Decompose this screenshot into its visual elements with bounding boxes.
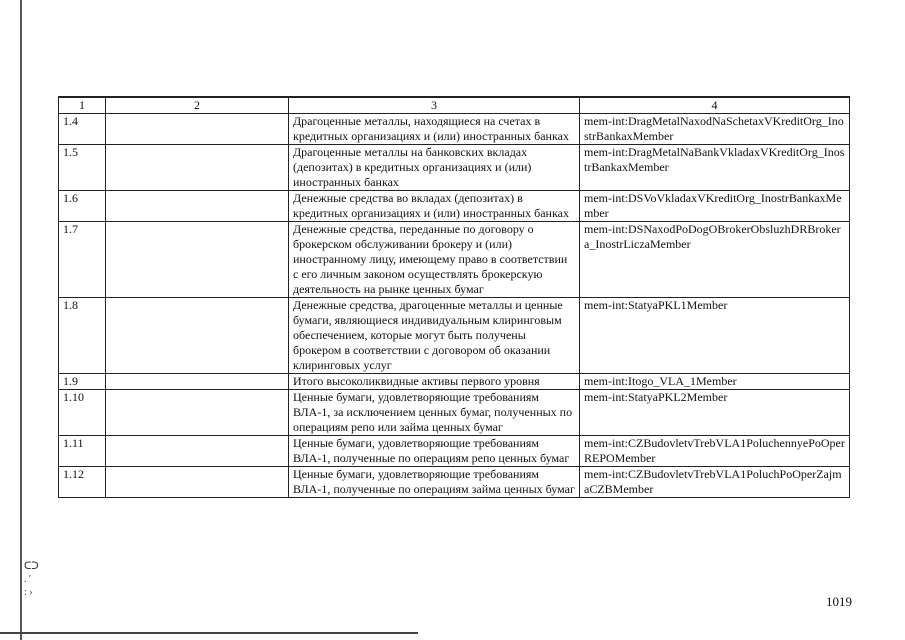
header-col-2: 2	[106, 97, 289, 114]
row-member: mem-int:Itogo_VLA_1Member	[580, 374, 850, 390]
row-col2	[106, 114, 289, 145]
table-row	[59, 374, 850, 390]
row-description: Ценные бумаги, удовлетворяющие требованиям ВЛА-1, за исключением ценных бумаг, полученных по операциям репо или займа ценных бумаг	[289, 390, 580, 436]
table-row	[59, 114, 850, 145]
row-member: mem-int:CZBudovletvTrebVLA1PoluchPoOperZajmaCZBMember	[580, 467, 850, 498]
page-edge-line	[20, 0, 22, 640]
row-number: 1.10	[59, 390, 106, 436]
row-member: mem-int:CZBudovletvTrebVLA1PoluchennyePoOperREPOMember	[580, 436, 850, 467]
row-member: mem-int:StatyaPKL2Member	[580, 390, 850, 436]
row-number: 1.5	[59, 145, 106, 191]
row-col2	[106, 298, 289, 374]
table-row	[59, 222, 850, 298]
row-description: Драгоценные металлы на банковских вкладах (депозитах) в кредитных организациях и (или) иностранных банках	[289, 145, 580, 191]
table-row	[59, 390, 850, 436]
row-member: mem-int:StatyaPKL1Member	[580, 298, 850, 374]
table-header-row	[59, 97, 850, 114]
scan-margin-marks: ᑕᑐ . ' : ›	[24, 561, 39, 598]
row-number: 1.9	[59, 374, 106, 390]
row-col2	[106, 191, 289, 222]
row-number: 1.6	[59, 191, 106, 222]
row-description: Денежные средства во вкладах (депозитах) в кредитных организациях и (или) иностранных банках	[289, 191, 580, 222]
row-number: 1.11	[59, 436, 106, 467]
table-row	[59, 467, 850, 498]
row-description: Денежные средства, переданные по договору о брокерском обслуживании брокеру и (или) иностранному лицу, имеющему право в соответствии с его личным законом осуществлять брокерскую деятельность на рынке ценных бумаг	[289, 222, 580, 298]
row-col2	[106, 222, 289, 298]
row-number: 1.4	[59, 114, 106, 145]
row-description: Итого высоколиквидные активы первого уровня	[289, 374, 580, 390]
register-table	[58, 96, 850, 498]
row-number: 1.7	[59, 222, 106, 298]
header-col-3: 3	[289, 97, 580, 114]
row-col2	[106, 145, 289, 191]
row-description: Ценные бумаги, удовлетворяющие требованиям ВЛА-1, полученные по операциям займа ценных бумаг	[289, 467, 580, 498]
bottom-rule-line	[0, 632, 418, 634]
row-number: 1.8	[59, 298, 106, 374]
header-col-1: 1	[59, 97, 106, 114]
header-col-4: 4	[580, 97, 850, 114]
row-col2	[106, 374, 289, 390]
row-member: mem-int:DragMetalNaBankVkladaxVKreditOrg_InostrBankaxMember	[580, 145, 850, 191]
table-row	[59, 145, 850, 191]
table-row	[59, 436, 850, 467]
table-row	[59, 191, 850, 222]
row-number: 1.12	[59, 467, 106, 498]
row-col2	[106, 467, 289, 498]
table-row	[59, 298, 850, 374]
page-number: 1019	[826, 594, 852, 609]
row-description: Драгоценные металлы, находящиеся на счетах в кредитных организациях и (или) иностранных банках	[289, 114, 580, 145]
row-member: mem-int:DSNaxodPoDogOBrokerObsluzhDRBrokera_InostrLiczaMember	[580, 222, 850, 298]
row-col2	[106, 390, 289, 436]
row-member: mem-int:DragMetalNaxodNaSchetaxVKreditOrg_InostrBankaxMember	[580, 114, 850, 145]
row-description: Денежные средства, драгоценные металлы и ценные бумаги, являющиеся индивидуальным клиринговым обеспечением, которые могут быть получены брокером в соответствии с договором об оказании клиринговых услуг	[289, 298, 580, 374]
row-col2	[106, 436, 289, 467]
row-member: mem-int:DSVoVkladaxVKreditOrg_InostrBankaxMember	[580, 191, 850, 222]
row-description: Ценные бумаги, удовлетворяющие требованиям ВЛА-1, полученные по операциям репо ценных бумаг	[289, 436, 580, 467]
